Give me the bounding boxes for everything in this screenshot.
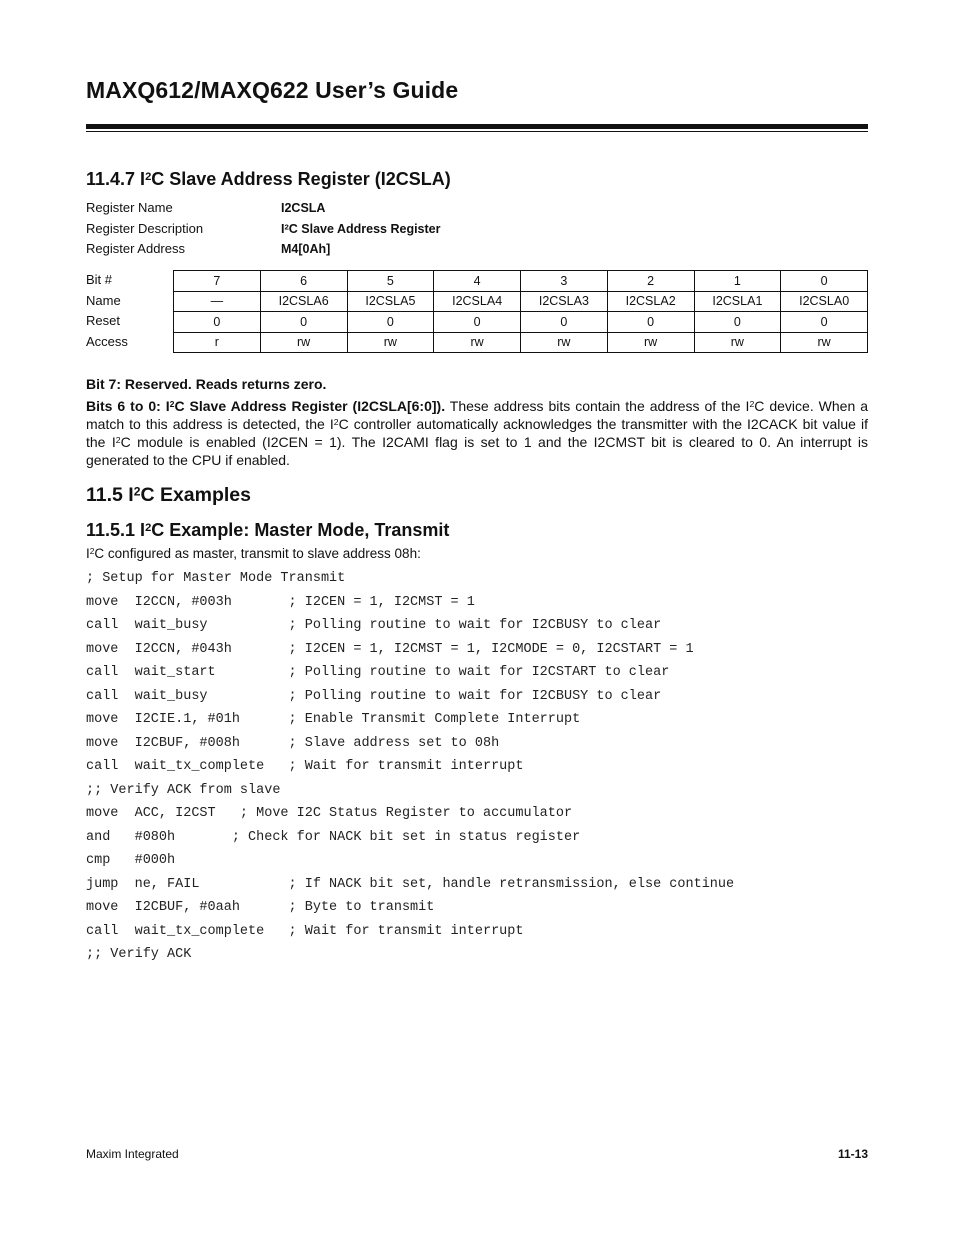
header-rule-thick [86, 124, 868, 129]
row-label-bit: Bit # [86, 272, 113, 287]
register-description-label: Register Description [86, 221, 204, 236]
bit-name-cell: I2CSLA0 [781, 291, 868, 312]
bit-number-cell: 7 [174, 271, 261, 292]
footer-page-number: 11-13 [837, 1147, 868, 1161]
bit-access-cell: rw [607, 332, 694, 353]
header-rule-thin [86, 131, 868, 132]
code-line: move I2CCN, #003h ; I2CEN = 1, I2CMST = 1 [86, 594, 475, 610]
bit-reset-cell: 0 [694, 312, 781, 333]
bit-number-cell: 5 [347, 271, 434, 292]
bit-reset-cell: 0 [347, 312, 434, 333]
code-line: jump ne, FAIL ; If NACK bit set, handle retransmission, else continue [86, 876, 735, 892]
section-heading-11-4-7: 11.4.7 $I^2C$ Slave Address Register (I2CSLA) [86, 169, 451, 189]
register-description-row [86, 221, 440, 236]
bit-name-cell: I2CSLA1 [694, 291, 781, 312]
bit-access-row [174, 332, 868, 353]
bit-name-cell: I2CSLA5 [347, 291, 434, 312]
code-line: ;; Verify ACK from slave [86, 782, 281, 798]
bit-name-cell: I2CSLA3 [521, 291, 608, 312]
bit-access-cell: rw [781, 332, 868, 353]
code-line: call wait_busy ; Polling routine to wait for I2CBUSY to clear [86, 618, 662, 633]
bit7-description: Bit 7: Reserved. Reads returns zero. [86, 376, 327, 392]
bit-name-cell: I2CSLA4 [434, 291, 521, 312]
section-heading-11-5-1: 11.5.1 $I^2C$ Example: Master Mode, Transmit [86, 520, 450, 540]
bit-reset-row [174, 312, 868, 333]
footer-company: Maxim Integrated [86, 1147, 179, 1161]
register-name-label: Register Name [86, 200, 173, 215]
code-line: and #080h ; Check for NACK bit set in status register [86, 829, 581, 845]
register-description-value: $I^2C$ Slave Address Register [281, 222, 441, 236]
bit-access-cell: rw [521, 332, 608, 353]
register-name-value: I2CSLA [281, 201, 326, 215]
code-line: call wait_tx_complete ; Wait for transmit interrupt [86, 923, 524, 939]
register-address-row [86, 241, 330, 256]
register-address-label: Register Address [86, 241, 185, 256]
bit-access-cell: rw [434, 332, 521, 353]
bit-reset-cell: 0 [607, 312, 694, 333]
bits6-0-description: Bits 6 to 0: $I^2C$ Slave Address Register (I2CSLA[6:0]). These address bits contain the address of the $I^2C$ device. When a match to this address is detected, the $I^2C$ controller automatically acknowledges the transmitter with the I2CACK bit value if the $I^2C$ module is enabled (I2CEN = 1). The I2CAMI flag is set to 1 and the I2CMST bit is cleared to 0. An interrupt is generated to the CPU if enabled. [86, 398, 868, 468]
register-name-row [86, 200, 325, 215]
code-line: call wait_start ; Polling routine to wait for I2CSTART to clear [86, 665, 670, 680]
bit-access-cell: rw [347, 332, 434, 353]
bit-number-cell: 2 [607, 271, 694, 292]
bit-access-cell: rw [260, 332, 347, 353]
example-intro: $I^2C$ configured as master, transmit to slave address 08h: [86, 546, 421, 561]
bit-name-row [174, 291, 868, 312]
code-listing [86, 569, 734, 969]
bit-name-cell: — [174, 291, 261, 312]
register-address-value: M4[0Ah] [281, 242, 331, 256]
bit-name-cell: I2CSLA2 [607, 291, 694, 312]
bit-reset-cell: 0 [781, 312, 868, 333]
code-line: ;; Verify ACK [86, 947, 192, 962]
bit-number-cell: 1 [694, 271, 781, 292]
bit-number-row [174, 271, 868, 292]
bit-number-cell: 3 [521, 271, 608, 292]
bit-number-cell: 6 [260, 271, 347, 292]
bit-reset-cell: 0 [260, 312, 347, 333]
row-label-access: Access [86, 333, 128, 349]
bit-name-cell: I2CSLA6 [260, 291, 347, 312]
bit-access-cell: r [174, 332, 261, 353]
code-line: move I2CIE.1, #01h ; Enable Transmit Complete Interrupt [86, 712, 581, 727]
code-line: call wait_tx_complete ; Wait for transmit interrupt [86, 759, 524, 774]
bit-reset-cell: 0 [434, 312, 521, 333]
bit-table [173, 270, 868, 353]
code-line: ; Setup for Master Mode Transmit [86, 571, 346, 586]
code-line: move I2CBUF, #0aah ; Byte to transmit [86, 900, 435, 915]
code-line: call wait_busy ; Polling routine to wait for I2CBUSY to clear [86, 688, 662, 704]
code-line: move ACC, I2CST ; Move I2C Status Register to accumulator [86, 806, 573, 821]
code-line: move I2CBUF, #008h ; Slave address set to 08h [86, 735, 500, 751]
code-line: cmp #000h [86, 853, 176, 868]
row-label-name: Name [86, 292, 121, 308]
bit-access-cell: rw [694, 332, 781, 353]
code-line: move I2CCN, #043h ; I2CEN = 1, I2CMST = 1, I2CMODE = 0, I2CSTART = 1 [86, 641, 694, 657]
bit-number-cell: 4 [434, 271, 521, 292]
bit-table-row-labels [86, 270, 128, 352]
bit-number-cell: 0 [781, 271, 868, 292]
bit-reset-cell: 0 [174, 312, 261, 333]
row-label-reset: Reset [86, 313, 120, 328]
section-heading-11-5: 11.5 $I^2C$ Examples [86, 484, 251, 506]
document-title: MAXQ612/MAXQ622 User’s Guide [86, 77, 459, 103]
bit-reset-cell: 0 [521, 312, 608, 333]
